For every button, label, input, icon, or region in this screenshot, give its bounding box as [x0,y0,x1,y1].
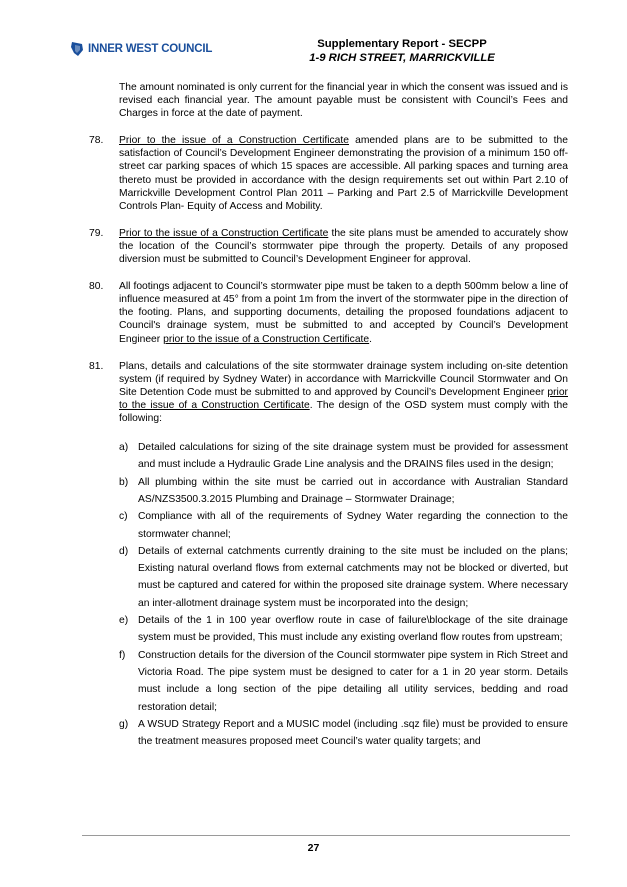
condition-lead: Prior to the issue of a Construction Certificate [119,135,349,147]
footer-divider [82,835,570,836]
list-item [119,508,568,543]
osd-requirements-list [119,439,568,750]
condition-mid: prior to the issue of a Construction Certificate [119,386,568,411]
condition-body: amended plans are to be submitted to the satisfaction of Council’s Development Engineer demonstrating the provision of a minimum 150 off-street car parking spaces of which 15 spaces are accessible. All parking spaces and turning area thereto must be provided in accordance with the design requirements set out within Part 2.10 of Marrickville Development Control Plan 2011 – Parking and Part 2.5 of Marrickville Development Controls Plan- Equity of Access and Mobility. [119,135,568,212]
report-header [287,37,517,65]
condition-lead: Prior to the issue of a Construction Certificate [119,227,329,239]
condition-end: . The design of the OSD system must comply with the following: [119,399,568,424]
condition-number: 78. [89,135,104,147]
condition-text [119,227,568,266]
condition-78 [89,134,568,213]
condition-text [119,280,568,345]
logo-text: INNER WEST COUNCIL [88,43,213,55]
list-item-text: Details of the 1 in 100 year overflow route in case of failure\blockage of the site drainage system must be provided, This must include any existing overland flow routes from upstream; [138,615,568,644]
intro-paragraph: The amount nominated is only current for the financial year in which the consent was issued and is revised each financial year. The amount payable must be consistent with Council’s Fees and Charges in force at the date of payment. [119,82,568,120]
list-item-text: Detailed calculations for sizing of the site drainage system must be provided for assessment and must include a Hydraulic Grade Line analysis and the DRAINS files used in the design; [138,442,568,471]
list-item [119,474,568,509]
condition-number: 81. [89,360,104,372]
list-item-text: Compliance with all of the requirements of Sydney Water regarding the connection to the stormwater channel; [138,511,568,540]
list-item-label: g) [119,718,129,730]
condition-number: 80. [89,281,104,293]
list-item-label: c) [119,511,128,523]
list-item-text: A WSUD Strategy Report and a MUSIC model (including .sqz file) must be provided to ensure the treatment measures proposed meet Council’s water quality targets; and [138,718,568,748]
condition-79 [89,227,568,266]
condition-text [119,134,568,213]
list-item-label: f) [119,649,126,661]
list-item-text: Construction details for the diversion of the Council stormwater pipe system in Rich Street and Victoria Road. The pipe system must be designed to cater for a 1 in 20 year storm. Details must include a long section of the pipe detailing all utility services, bedding and road restoration detail; [138,649,568,713]
page-number: 27 [307,842,320,854]
list-item [119,543,568,612]
report-title: Supplementary Report - SECPP [317,38,487,50]
condition-number: 79. [89,227,104,239]
list-item [119,612,568,647]
condition-80 [89,280,568,345]
list-item-text: Details of external catchments currently draining to the site must be included on the plans; Existing natural overland flows from external catchments may not be blocked or diverted, but must be captured and catered for within the proposed site drainage system. Where necessary an inter-allotment drainage system must be incorporated into the design; [138,545,568,609]
list-item-label: b) [119,476,129,488]
condition-body: All footings adjacent to Council’s stormwater pipe must be taken to a depth 500mm below a line of influence measured at 45° from a point 1m from the invert of the stormwater pipe in the direction of the footing. Plans, and supporting documents, detailing the proposed foundations adjacent to Council's drainage system, must be submitted to and accepted by Council’s Development Engineer [119,281,568,345]
list-item-text: All plumbing within the site must be carried out in accordance with Australian Standard AS/NZS3500.3.2015 Plumbing and Drainage – Stormwater Drainage; [138,476,568,505]
condition-body: the site plans must be amended to accurately show the location of the Council’s stormwater pipe through the property. Details of any proposed diversion must be submitted to Council’s Development Engineer for approval. [119,227,568,266]
report-subtitle: 1-9 RICH STREET, MARRICKVILLE [309,52,495,64]
council-logo [69,41,212,57]
condition-81 [89,360,568,425]
condition-trail: prior to the issue of a Construction Certificate [163,333,370,345]
condition-text [119,360,568,425]
council-logo-icon [69,41,85,57]
list-item-label: d) [119,545,129,557]
list-item-label: a) [119,442,129,454]
condition-end: . [369,333,373,345]
condition-body: Plans, details and calculations of the site stormwater drainage system including on-site detention system (if required by Sydney Water) in accordance with Marrickville Council Stormwater and On Site Detention Code must be submitted to and approved by Council’s Development Engineer [119,360,568,398]
document-body [89,81,568,750]
list-item-label: e) [119,615,129,627]
list-item [119,647,568,716]
list-item [119,716,568,751]
list-item [119,439,568,474]
